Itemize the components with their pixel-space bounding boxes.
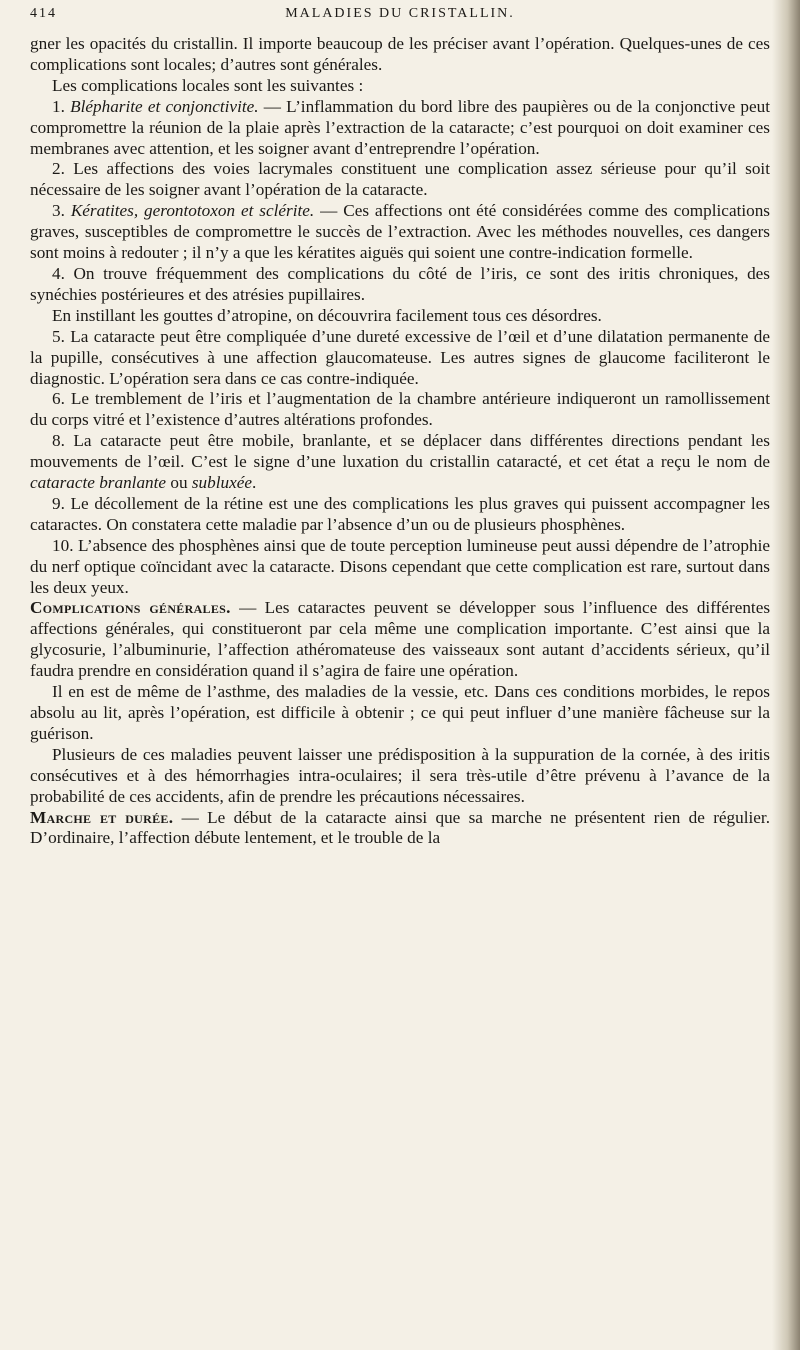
running-title: MALADIES DU CRISTALLIN. <box>285 6 515 21</box>
item-term: cataracte branlante <box>30 473 167 493</box>
item-text: . <box>251 473 257 493</box>
paragraph-cataracte-branlante <box>30 431 770 494</box>
item-number: 3. <box>52 201 65 221</box>
paragraph-blepharite <box>30 97 770 160</box>
paragraph: 9. Le décollement de la rétine est une des complications les plus graves qui puissent accompagner les cataractes. On constatera cette maladie par l’absence d’un ou de plusieurs phosphènes. <box>30 493 770 534</box>
running-head <box>30 6 770 26</box>
paragraph: 10. L’absence des phosphènes ainsi que de toute perception lumineuse peut aussi dépendre de l’atrophie du nerf optique coïncidant avec la cataracte. Disons cependant que cette complication est rare, surtout dans les deux yeux. <box>30 535 770 597</box>
item-term: Kératites, gerontotoxon et sclérite. <box>70 201 315 221</box>
paragraph: Il en est de même de l’asthme, des maladies de la vessie, etc. Dans ces conditions morbides, le repos absolu au lit, après l’opération, est difficile à obtenir ; ce qui peut influer d’une manière fâcheuse sur la guérison. <box>30 682 770 743</box>
paragraph-complications-generales <box>30 598 770 682</box>
paragraph: Les complications locales sont les suivantes : <box>52 75 364 95</box>
item-term: Blépharite et conjonctivite. <box>70 96 259 116</box>
page-number: 414 <box>30 6 57 21</box>
paragraph: 6. Le tremblement de l’iris et l’augmentation de la chambre antérieure indiqueront un ramollissement du corps vitré et l’existence d’autres altérations profondes. <box>30 389 770 430</box>
page-edge-shadow <box>772 0 800 1350</box>
item-text: ou <box>166 473 192 493</box>
paragraph: 4. On trouve fréquemment des complications du côté de l’iris, ce sont des iritis chroniques, des synéchies postérieures et des atrésies pupillaires. <box>30 263 770 304</box>
item-text: — L’inflammation du bord libre des paupières ou de la conjonctive peut compromettre la réunion de la plaie après l’extraction de la cataracte; c’est pourquoi on doit examiner ces membranes avec attention, et les soigner avant d’entreprendre l’opération. <box>30 96 770 158</box>
item-text: — Le début de la cataracte ainsi que sa marche ne présentent rien de régulier. D’ordinaire, l’affection débute lentement, et le trouble de la <box>30 807 770 848</box>
item-text: — Ces affections ont été considérées comme des complications graves, susceptibles de compromettre le succès de l’extraction. Avec les méthodes nouvelles, ces dangers sont moins à redouter ; il n’y a que les kératites aiguës qui soient une contre-indication formelle. <box>30 201 770 263</box>
item-text: — Les cataractes peuvent se développer sous l’influence des différentes affections générales, qui constitueront par cela même une complication importante. C’est ainsi que la glycosurie, l’albuminurie, l’affection athéromateuse des vaisseaux sont autant d’accidents sérieux, qu’il faudra prendre en considération quand il s’agira de faire une opération. <box>30 598 771 681</box>
paragraph: En instillant les gouttes d’atropine, on découvrira facilement tous ces désordres. <box>52 305 602 325</box>
paragraph-marche-et-duree <box>30 808 770 850</box>
section-head: Marche et durée. <box>30 807 174 827</box>
paragraph: gner les opacités du cristallin. Il importe beaucoup de les préciser avant l’opération. Quelques-unes de ces complications sont locales; d’autres sont générales. <box>30 34 770 74</box>
paragraph: 5. La cataracte peut être compliquée d’une dureté excessive de l’œil et d’une dilatation permanente de la pupille, consécutives à une affection glaucomateuse. Les autres signes de glaucome faciliteront le diagnostic. L’opération sera dans ce cas contre-indiquée. <box>30 326 770 388</box>
paragraph: 2. Les affections des voies lacrymales constituent une complication assez sérieuse pour qu’il soit nécessaire de les soigner avant l’opération de la cataracte. <box>30 159 770 200</box>
item-term: subluxée <box>191 473 252 493</box>
item-text: 8. La cataracte peut être mobile, branlante, et se déplacer dans différentes directions pendant les mouvements de l’œil. C’est le signe d’une luxation du cristallin cataracté, et cet état a reçu le nom de <box>30 431 770 472</box>
item-number: 1. <box>52 96 65 116</box>
paragraph-keratites <box>30 201 770 264</box>
section-head: Complications générales. <box>30 598 231 618</box>
body-text <box>30 34 770 849</box>
paragraph: Plusieurs de ces maladies peuvent laisser une prédisposition à la suppuration de la cornée, à des iritis consécutives et à des hémorrhagies intra-oculaires; il sera très-utile d’être prévenu à l’avance de la probabilité de ces accidents, afin de prendre les précautions nécessaires. <box>30 744 770 806</box>
